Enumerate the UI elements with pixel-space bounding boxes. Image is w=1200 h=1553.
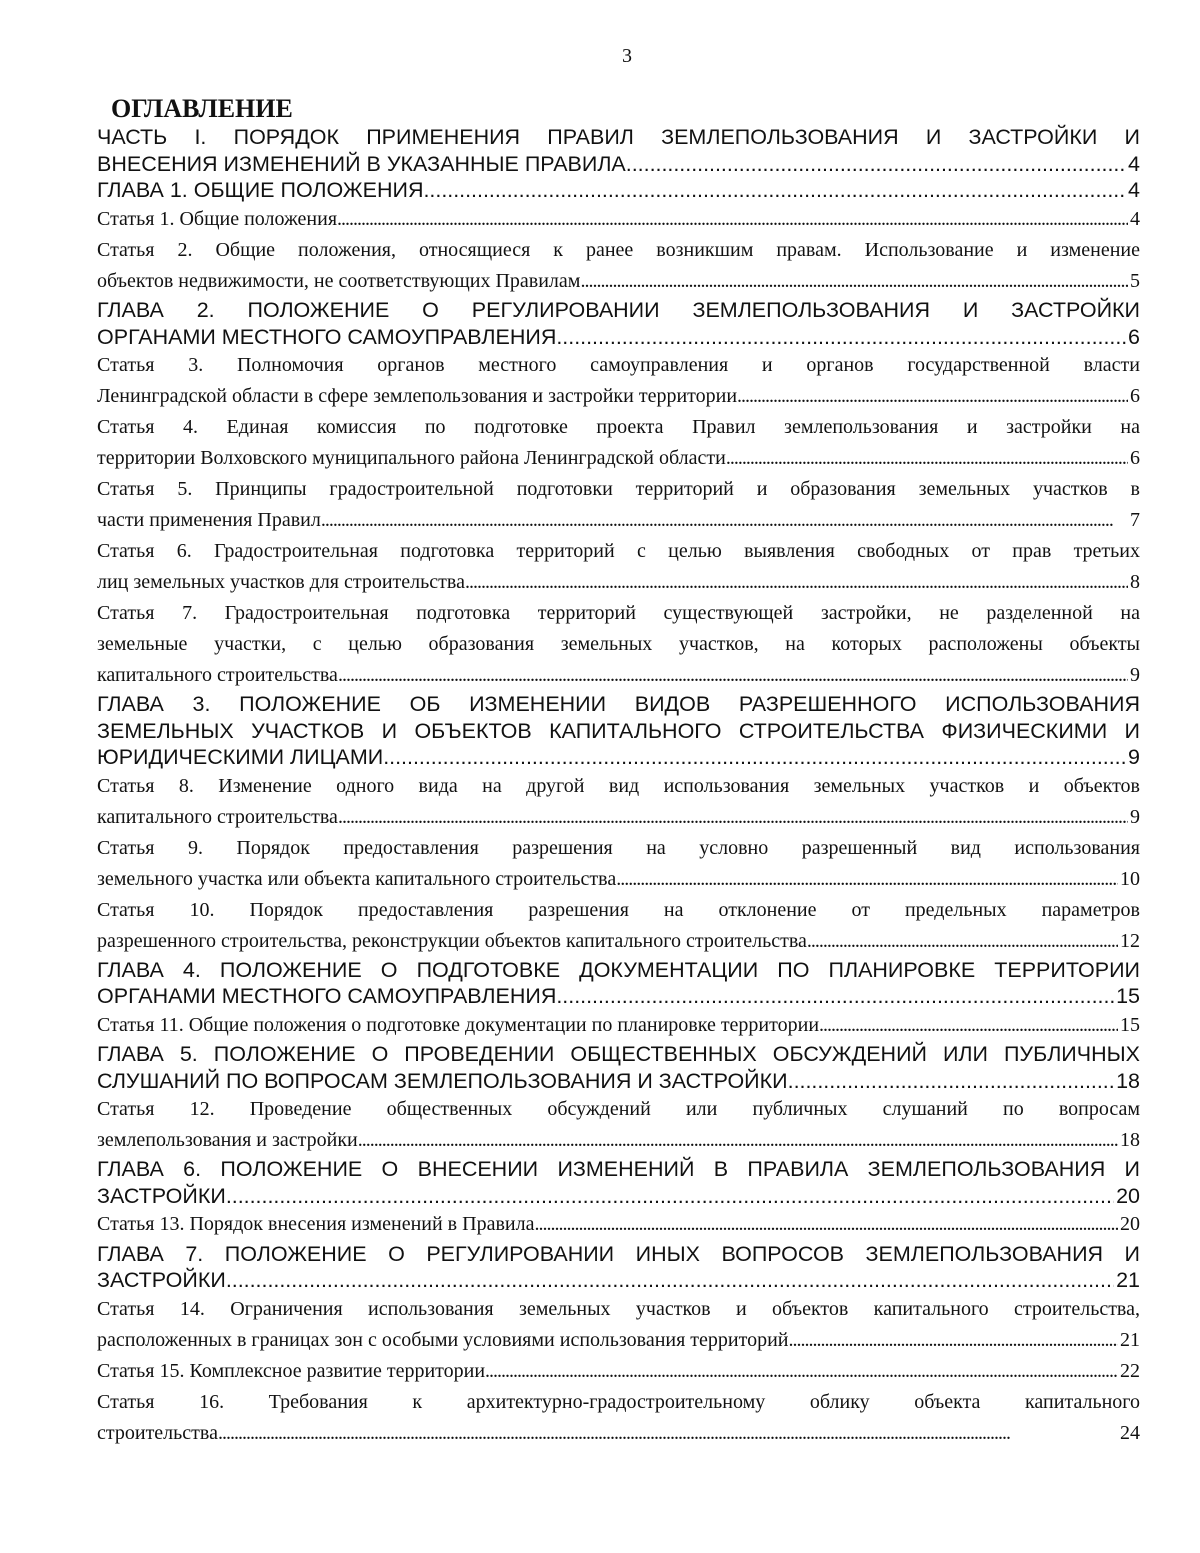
toc-entry-text: ЗАСТРОЙКИ <box>97 1183 226 1208</box>
toc-entry-text: Статья 1. Общие положения <box>97 207 338 230</box>
toc-entry-last-line <box>97 505 1140 536</box>
toc-entry-last-line <box>97 1125 1140 1156</box>
toc-entry-text: Статья 13. Порядок внесения изменений в Правила <box>97 1213 535 1235</box>
toc-page-number: 6 <box>1130 447 1140 469</box>
dot-leader <box>807 926 1118 957</box>
toc-entry-text: территории Волховского муниципального района Ленинградской области <box>97 447 726 469</box>
dot-leader <box>580 266 1128 297</box>
dot-leader <box>789 1325 1118 1356</box>
toc-entry-line: Статья 8. Изменение одного вида на другой вид использования земельных участков и объектов <box>97 774 1140 797</box>
toc-entry-last-line <box>97 1325 1140 1356</box>
toc-entry-last-line <box>97 1068 1140 1095</box>
dot-leader <box>726 443 1128 474</box>
toc-entry-line: Статья 6. Градостроительная подготовка территорий с целью выявления свободных от прав третьих <box>97 540 1140 562</box>
dot-leader <box>556 324 1126 351</box>
toc-page-number: 20 <box>1116 1183 1140 1208</box>
toc-entry-line: Статья 5. Принципы градостроительной подготовки территорий и образования земельных участков в <box>97 478 1140 500</box>
toc-entry[interactable] <box>97 1356 1140 1388</box>
toc-entry-line: ЗЕМЕЛЬНЫХ УЧАСТКОВ И ОБЪЕКТОВ КАПИТАЛЬНОГО СТРОИТЕЛЬСТВА ФИЗИЧЕСКИМИ И <box>97 718 1140 743</box>
dot-leader <box>338 660 1128 691</box>
dot-leader <box>626 151 1126 178</box>
toc-entry-line: Статья 10. Порядок предоставления разрешения на отклонение от предельных параметров <box>97 898 1140 921</box>
toc-entry-text: лиц земельных участков для строительства <box>97 571 465 593</box>
toc-entry-text: объектов недвижимости, не соответствующих Правилам <box>97 270 581 292</box>
toc-entry-line: ГЛАВА 4. ПОЛОЖЕНИЕ О ПОДГОТОВКЕ ДОКУМЕНТАЦИИ ПО ПЛАНИРОВКЕ ТЕРРИТОРИИ <box>97 957 1140 982</box>
toc-entry-text: Статья 11. Общие положения о подготовке документации по планировке территории <box>97 1013 820 1036</box>
toc-page-number: 4 <box>1130 207 1140 230</box>
table-of-contents <box>97 124 1140 1449</box>
toc-page-number: 7 <box>1130 509 1140 531</box>
toc-entry-line: земельные участки, с целью образования земельных участков, на которых расположены объекты <box>97 633 1140 655</box>
toc-entry[interactable] <box>97 1387 1140 1449</box>
toc-entry-line: ГЛАВА 6. ПОЛОЖЕНИЕ О ВНЕСЕНИИ ИЗМЕНЕНИЙ В ПРАВИЛА ЗЕМЛЕПОЛЬЗОВАНИЯ И <box>97 1157 1140 1181</box>
toc-entry-line: ГЛАВА 3. ПОЛОЖЕНИЕ ОБ ИЗМЕНЕНИИ ВИДОВ РАЗРЕШЕННОГО ИСПОЛЬЗОВАНИЯ <box>97 692 1140 716</box>
toc-entry-line: Статья 4. Единая комиссия по подготовке проекта Правил землепользования и застройки на <box>97 416 1140 438</box>
dot-leader <box>337 204 1128 236</box>
toc-entry-last-line <box>97 1209 1140 1241</box>
dot-leader <box>226 1183 1114 1210</box>
toc-entry[interactable] <box>97 598 1140 691</box>
dot-leader <box>423 177 1126 204</box>
toc-page-number: 18 <box>1116 1068 1140 1093</box>
toc-page-number: 15 <box>1116 984 1140 1008</box>
toc-entry[interactable] <box>97 895 1140 957</box>
toc-entry-line: Статья 2. Общие положения, относящиеся к ранее возникшим правам. Использование и изменение <box>97 239 1140 261</box>
toc-entry-last-line <box>97 1183 1140 1210</box>
toc-entry[interactable] <box>97 1241 1140 1294</box>
dot-leader <box>556 983 1114 1010</box>
toc-entry[interactable] <box>97 1010 1140 1042</box>
toc-entry-last-line <box>97 983 1140 1010</box>
toc-entry-last-line <box>97 381 1140 412</box>
page-number: 3 <box>622 45 632 67</box>
toc-entry-last-line <box>97 1267 1140 1294</box>
dot-leader <box>485 1356 1118 1388</box>
toc-entry-last-line <box>97 864 1140 895</box>
toc-entry[interactable] <box>97 1294 1140 1356</box>
toc-entry-text: землепользования и застройки <box>97 1129 358 1151</box>
toc-entry[interactable] <box>97 297 1140 350</box>
toc-entry[interactable] <box>97 1209 1140 1241</box>
toc-entry-text: ВНЕСЕНИЯ ИЗМЕНЕНИЙ В УКАЗАННЫЕ ПРАВИЛА <box>97 151 626 176</box>
toc-entry[interactable] <box>97 124 1140 177</box>
toc-entry[interactable] <box>97 412 1140 474</box>
dot-leader <box>338 802 1128 833</box>
toc-entry[interactable] <box>97 1094 1140 1156</box>
dot-leader <box>218 1418 1118 1449</box>
dot-leader <box>788 1068 1114 1095</box>
toc-page-number: 12 <box>1120 929 1140 952</box>
toc-page-number: 21 <box>1120 1328 1140 1351</box>
toc-entry-line: ГЛАВА 2. ПОЛОЖЕНИЕ О РЕГУЛИРОВАНИИ ЗЕМЛЕПОЛЬЗОВАНИЯ И ЗАСТРОЙКИ <box>97 298 1140 322</box>
toc-page-number: 22 <box>1120 1359 1140 1382</box>
toc-page-number: 20 <box>1120 1213 1140 1235</box>
toc-entry-text: строительства <box>97 1422 218 1444</box>
toc-entry-text: земельного участка или объекта капитального строительства <box>97 867 617 890</box>
toc-page-number: 9 <box>1130 805 1140 828</box>
toc-entry[interactable] <box>97 957 1140 1010</box>
toc-entry[interactable] <box>97 1041 1140 1094</box>
toc-entry-text: ОРГАНАМИ МЕСТНОГО САМОУПРАВЛЕНИЯ <box>97 984 557 1008</box>
toc-entry-last-line <box>97 266 1140 297</box>
toc-entry-last-line <box>97 1356 1140 1388</box>
toc-entry[interactable] <box>97 1156 1140 1209</box>
toc-entry-last-line <box>97 1418 1140 1449</box>
toc-page-number: 21 <box>1116 1268 1140 1292</box>
toc-entry-last-line <box>97 204 1140 236</box>
toc-entry-last-line <box>97 660 1140 691</box>
toc-entry[interactable] <box>97 204 1140 236</box>
toc-entry-text: капитального строительства <box>97 664 338 686</box>
toc-page-number: 24 <box>1120 1422 1140 1444</box>
toc-page-number: 6 <box>1130 385 1140 407</box>
toc-page-number: 6 <box>1128 324 1140 349</box>
toc-entry[interactable] <box>97 833 1140 895</box>
toc-entry-text: разрешенного строительства, реконструкции объектов капитального строительства <box>97 929 807 952</box>
toc-entry-last-line <box>97 177 1140 204</box>
toc-entry[interactable] <box>97 474 1140 536</box>
toc-entry-text: расположенных в границах зон с особыми условиями использования территорий <box>97 1328 789 1351</box>
dot-leader <box>534 1209 1118 1241</box>
toc-entry-text: Статья 15. Комплексное развитие территории <box>97 1359 486 1382</box>
toc-entry[interactable] <box>97 177 1140 204</box>
toc-page-number: 18 <box>1120 1129 1140 1151</box>
toc-entry-line: ГЛАВА 5. ПОЛОЖЕНИЕ О ПРОВЕДЕНИИ ОБЩЕСТВЕННЫХ ОБСУЖДЕНИЙ ИЛИ ПУБЛИЧНЫХ <box>97 1042 1140 1066</box>
toc-entry-last-line <box>97 926 1140 957</box>
toc-entry-text: Ленинградской области в сфере землепользования и застройки территории <box>97 385 738 407</box>
toc-entry-last-line <box>97 567 1140 598</box>
toc-entry-text: капитального строительства <box>97 805 338 828</box>
toc-entry-line: Статья 12. Проведение общественных обсуждений или публичных слушаний по вопросам <box>97 1098 1140 1120</box>
toc-entry[interactable] <box>97 536 1140 598</box>
toc-entry-last-line <box>97 443 1140 474</box>
toc-entry-last-line <box>97 744 1140 771</box>
toc-entry[interactable] <box>97 235 1140 297</box>
toc-entry[interactable] <box>97 350 1140 412</box>
toc-entry-line: ЧАСТЬ I. ПОРЯДОК ПРИМЕНЕНИЯ ПРАВИЛ ЗЕМЛЕПОЛЬЗОВАНИЯ И ЗАСТРОЙКИ И <box>97 125 1140 149</box>
toc-entry-text: ОРГАНАМИ МЕСТНОГО САМОУПРАВЛЕНИЯ <box>97 324 557 349</box>
dot-leader <box>358 1125 1118 1156</box>
toc-page-number: 10 <box>1120 867 1140 890</box>
toc-entry-line: Статья 14. Ограничения использования земельных участков и объектов капитального строительства, <box>97 1297 1140 1320</box>
toc-entry[interactable] <box>97 771 1140 833</box>
toc-page-number: 9 <box>1130 664 1140 686</box>
toc-page-number: 4 <box>1128 151 1140 176</box>
dot-leader <box>321 505 1128 536</box>
toc-entry-text: СЛУШАНИЙ ПО ВОПРОСАМ ЗЕМЛЕПОЛЬЗОВАНИЯ И ЗАСТРОЙКИ <box>97 1068 788 1093</box>
dot-leader <box>226 1267 1114 1294</box>
dot-leader <box>465 567 1128 598</box>
toc-entry-last-line <box>97 324 1140 351</box>
toc-title: ОГЛАВЛЕНИЕ <box>111 94 293 123</box>
toc-entry-text: части применения Правил <box>97 509 321 531</box>
toc-entry-text: ГЛАВА 1. ОБЩИЕ ПОЛОЖЕНИЯ <box>97 178 424 202</box>
toc-page-number: 5 <box>1130 270 1140 292</box>
toc-entry-last-line <box>97 802 1140 833</box>
toc-entry-last-line <box>97 1010 1140 1042</box>
toc-entry-line: Статья 3. Полномочия органов местного самоуправления и органов государственной власти <box>97 354 1140 376</box>
toc-entry-line: Статья 9. Порядок предоставления разрешения на условно разрешенный вид использования <box>97 836 1140 859</box>
toc-page-number: 15 <box>1120 1013 1140 1036</box>
toc-entry-text: ЗАСТРОЙКИ <box>97 1268 226 1292</box>
toc-entry[interactable] <box>97 691 1140 771</box>
dot-leader <box>616 864 1118 895</box>
toc-entry-text: ЮРИДИЧЕСКИМИ ЛИЦАМИ <box>97 745 384 769</box>
toc-entry-line: Статья 16. Требования к архитектурно-градостроительному облику объекта капитального <box>97 1391 1140 1413</box>
dot-leader <box>819 1010 1118 1042</box>
toc-entry-last-line <box>97 151 1140 178</box>
toc-page-number: 9 <box>1128 745 1140 769</box>
toc-entry-line: ГЛАВА 7. ПОЛОЖЕНИЕ О РЕГУЛИРОВАНИИ ИНЫХ ВОПРОСОВ ЗЕМЛЕПОЛЬЗОВАНИЯ И <box>97 1241 1140 1266</box>
toc-entry-line: Статья 7. Градостроительная подготовка территорий существующей застройки, не разделенной на <box>97 602 1140 624</box>
toc-page-number: 4 <box>1128 178 1140 202</box>
dot-leader <box>383 744 1126 771</box>
toc-page-number: 8 <box>1130 571 1140 593</box>
dot-leader <box>737 381 1128 412</box>
